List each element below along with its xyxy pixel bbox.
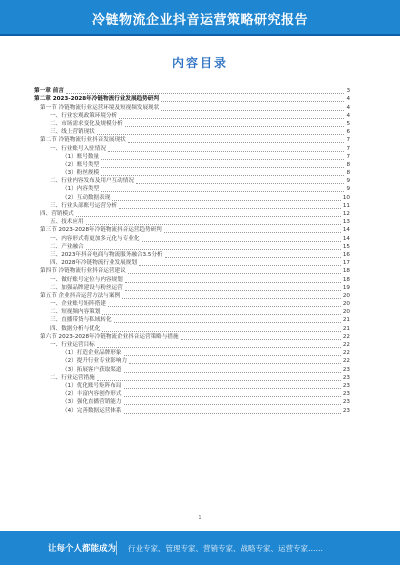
- toc-entry-title: 一、行业账号入驻情况: [50, 145, 106, 152]
- toc-entry[interactable]: [34, 144, 350, 152]
- toc-entry[interactable]: [34, 267, 350, 275]
- toc-entry[interactable]: [34, 169, 350, 177]
- toc-entry-page: 20: [342, 301, 350, 308]
- toc-entry-title: （1）账号数量: [62, 153, 100, 160]
- toc-entry[interactable]: [34, 185, 350, 193]
- toc-entry-page: 12: [342, 211, 350, 217]
- toc-leader-dots: [119, 208, 341, 209]
- toc-leader-dots: [97, 134, 345, 135]
- toc-entry-title: 第四节 冷链物流行业抖音运营建议: [40, 268, 126, 275]
- toc-leader-dots: [122, 298, 341, 299]
- toc-leader-dots: [101, 167, 344, 168]
- toc-entry-title: 五、技术应用: [50, 219, 84, 226]
- toc-leader-dots: [101, 175, 344, 176]
- toc-entry[interactable]: [34, 103, 350, 111]
- toc-entry-title: 第三节 2023-2028年冷链物流抖音运营趋势研判: [40, 227, 162, 234]
- toc-entry[interactable]: [34, 218, 350, 226]
- toc-entry-page: 8: [346, 161, 350, 168]
- toc-entry[interactable]: [34, 226, 350, 234]
- toc-entry-page: 7: [346, 137, 350, 144]
- toc-entry-title: 二、短视频内容策划: [50, 309, 101, 316]
- toc-leader-dots: [136, 183, 345, 184]
- toc-leader-dots: [129, 363, 341, 364]
- toc-leader-dots: [124, 355, 341, 356]
- toc-entry-title: 一、企业账号矩阵搭建: [50, 301, 106, 308]
- footer-divider: [116, 541, 117, 555]
- toc-leader-dots: [76, 216, 341, 217]
- toc-entry-title: （3）粉丝规模: [62, 170, 100, 177]
- toc-entry-title: （1）打造企业品牌形象: [62, 350, 122, 357]
- toc-leader-dots: [139, 265, 341, 266]
- toc-entry[interactable]: [34, 333, 350, 341]
- toc-entry-page: 14: [342, 227, 350, 234]
- toc-entry[interactable]: [34, 275, 350, 283]
- toc-entry-title: 二、加强品牌建设与粉丝运营: [50, 284, 123, 291]
- toc-leader-dots: [124, 388, 341, 389]
- toc-entry-title: 一、行业宏观政策环境分析: [50, 112, 118, 119]
- toc-entry-page: 7: [346, 145, 350, 152]
- toc-entry[interactable]: [34, 324, 350, 332]
- toc-entry[interactable]: [34, 308, 350, 316]
- toc-leader-dots: [124, 404, 341, 405]
- toc-entry-page: 23: [342, 391, 350, 398]
- toc-entry-page: 6: [346, 129, 350, 136]
- toc-leader-dots: [114, 322, 341, 323]
- toc-leader-dots: [119, 118, 344, 119]
- toc-entry-page: 21: [342, 325, 350, 332]
- toc-entry-title: （2）互动数据表现: [62, 194, 111, 201]
- toc-entry[interactable]: [34, 284, 350, 292]
- toc-entry[interactable]: [34, 406, 350, 414]
- toc-leader-dots: [124, 413, 341, 414]
- toc-entry-page: 17: [342, 260, 350, 267]
- toc-leader-dots: [142, 241, 341, 242]
- toc-entry-page: 22: [342, 342, 350, 348]
- toc-entry[interactable]: [34, 292, 350, 300]
- toc-entry[interactable]: [34, 161, 350, 169]
- toc-entry[interactable]: [34, 349, 350, 357]
- toc-entry-title: 第六节 2023-2028年冷链物流企业抖音运营策略与措施: [40, 333, 179, 340]
- toc-entry-page: 20: [342, 309, 350, 316]
- toc-entry[interactable]: [34, 193, 350, 201]
- footer-tagline: 行业专家、管理专家、营销专家、战略专家、运营专家……: [128, 544, 323, 553]
- toc-entry-page: 23: [342, 382, 350, 389]
- toc-entry-title: 第五节 企业抖音运营方法与案例: [40, 292, 121, 299]
- toc-entry-title: 二、行业内容发布及用户互动情况: [50, 178, 134, 185]
- toc-entry-page: 8: [346, 170, 350, 177]
- page-number: 1: [198, 515, 202, 521]
- toc-leader-dots: [165, 257, 341, 258]
- toc-leader-dots: [128, 273, 341, 274]
- toc-leader-dots: [161, 101, 345, 102]
- toc-leader-dots: [125, 126, 345, 127]
- toc-leader-dots: [97, 380, 341, 381]
- toc-entry[interactable]: [34, 112, 350, 120]
- toc-entry[interactable]: [34, 374, 350, 382]
- toc-entry-page: 23: [342, 399, 350, 406]
- toc-entry[interactable]: [34, 95, 350, 103]
- toc-entry-title: （3）强化直播营销能力: [62, 399, 122, 406]
- toc-entry-title: 四、营销模式: [40, 211, 74, 217]
- footer-slogan: 让每个人都能成为: [48, 544, 117, 554]
- toc-entry-title: （2）丰富内容创作形式: [62, 391, 122, 398]
- toc-entry-page: 18: [342, 268, 350, 275]
- toc-entry-title: （4）完善数据运营体系: [62, 407, 122, 414]
- toc-entry-page: 23: [342, 374, 350, 381]
- toc-heading: 内容目录: [171, 56, 228, 70]
- toc-leader-dots: [86, 249, 341, 250]
- toc-entry-page: 23: [342, 366, 350, 373]
- toc-leader-dots: [125, 290, 341, 291]
- toc-entry-title: （3）拓展客户获取渠道: [62, 366, 122, 373]
- toc-entry-title: 第二节 冷链物流行业抖音发展现状: [40, 137, 126, 144]
- toc-entry[interactable]: [34, 365, 350, 373]
- toc-leader-dots: [66, 93, 345, 94]
- toc-leader-dots: [124, 396, 341, 397]
- toc-leader-dots: [164, 232, 341, 233]
- table-of-contents: [34, 87, 350, 415]
- toc-entry-title: 一、内容形式将更加多元化与专业化: [50, 235, 140, 242]
- toc-entry-title: 三、直播带货与私域转化: [50, 317, 112, 324]
- toc-leader-dots: [112, 200, 341, 201]
- toc-entry-title: 三、行业头部账号运营分析: [50, 202, 118, 209]
- toc-leader-dots: [97, 347, 341, 348]
- toc-entry-page: 19: [342, 284, 350, 291]
- toc-entry-page: 20: [342, 292, 350, 299]
- toc-entry-title: 第二章 2023-2028年冷链物流行业发展趋势研判: [34, 96, 159, 103]
- toc-entry-page: 21: [342, 317, 350, 324]
- toc-entry[interactable]: [34, 382, 350, 390]
- toc-entry[interactable]: [34, 234, 350, 242]
- toc-entry-page: 14: [342, 235, 350, 242]
- toc-entry-title: 一、行业运营目标: [50, 342, 95, 348]
- toc-entry[interactable]: [34, 87, 350, 95]
- toc-entry-page: 3: [346, 88, 350, 95]
- toc-entry[interactable]: [34, 357, 350, 365]
- toc-entry[interactable]: [34, 341, 350, 349]
- toc-entry-page: 22: [342, 350, 350, 357]
- toc-entry[interactable]: [34, 136, 350, 144]
- toc-leader-dots: [108, 151, 344, 152]
- toc-entry-page: 22: [342, 358, 350, 365]
- toc-entry[interactable]: [34, 210, 350, 218]
- toc-entry[interactable]: [34, 390, 350, 398]
- toc-leader-dots: [125, 282, 341, 283]
- toc-leader-dots: [124, 372, 341, 373]
- toc-entry-page: 4: [346, 96, 350, 103]
- toc-leader-dots: [101, 191, 344, 192]
- document-title: 冷链物流企业抖音运营策略研究报告: [91, 13, 308, 28]
- footer-banner: [0, 531, 400, 565]
- toc-entry-page: 10: [342, 194, 350, 201]
- toc-entry-title: （1）内容类型: [62, 186, 100, 193]
- toc-leader-dots: [108, 306, 341, 307]
- toc-entry-title: 第一节 冷链物流行业运营环境及短视频发展现状: [40, 104, 160, 111]
- toc-leader-dots: [86, 224, 341, 225]
- toc-entry[interactable]: [34, 177, 350, 185]
- toc-entry-page: 13: [342, 219, 350, 226]
- toc-entry-page: 5: [346, 120, 350, 127]
- toc-leader-dots: [161, 110, 344, 111]
- toc-entry-page: 16: [342, 251, 350, 258]
- toc-entry-page: 18: [342, 276, 350, 283]
- toc-entry[interactable]: [34, 243, 350, 251]
- toc-entry-title: （2）账号类型: [62, 161, 100, 168]
- toc-entry[interactable]: [34, 300, 350, 308]
- toc-entry-title: 第一章 前言: [34, 88, 64, 95]
- toc-leader-dots: [102, 331, 341, 332]
- toc-entry-title: 一、做好账号定位与内容规划: [50, 276, 123, 283]
- toc-entry[interactable]: [34, 120, 350, 128]
- toc-entry-title: 四、2028年冷链物流行业发展规划: [50, 260, 137, 267]
- toc-entry-page: 7: [346, 153, 350, 160]
- toc-entry[interactable]: [34, 202, 350, 210]
- toc-entry[interactable]: [34, 251, 350, 259]
- toc-entry-title: 三、2023年抖音电商与物流服务融合3.5分析: [50, 251, 163, 258]
- toc-entry-page: 9: [346, 178, 350, 185]
- toc-entry-page: 23: [342, 407, 350, 414]
- toc-entry-title: 三、线上营销现状: [50, 129, 95, 136]
- toc-entry-page: 4: [346, 104, 350, 111]
- toc-entry-title: 二、行业运营措施: [50, 374, 95, 381]
- toc-entry-page: 9: [346, 186, 350, 193]
- toc-entry-title: 四、数据分析与优化: [50, 325, 101, 332]
- report-header: [0, 0, 400, 36]
- toc-entry-page: 4: [346, 112, 350, 119]
- toc-leader-dots: [181, 339, 341, 340]
- toc-entry[interactable]: [34, 259, 350, 267]
- toc-entry-page: 11: [342, 202, 350, 209]
- toc-entry-title: （2）提升行业专业影响力: [62, 358, 128, 365]
- toc-entry-page: 15: [342, 243, 350, 250]
- toc-entry-title: 二、产业融合: [50, 243, 84, 250]
- toc-entry[interactable]: [34, 128, 350, 136]
- toc-entry[interactable]: [34, 316, 350, 324]
- toc-entry[interactable]: [34, 398, 350, 406]
- toc-entry[interactable]: [34, 153, 350, 161]
- toc-entry-title: （1）优化账号矩阵布局: [62, 382, 122, 389]
- toc-entry-page: 22: [342, 333, 350, 340]
- toc-leader-dots: [102, 314, 341, 315]
- toc-entry-title: 二、市场需求变化及规模分析: [50, 120, 123, 127]
- toc-leader-dots: [101, 159, 344, 160]
- toc-leader-dots: [128, 142, 345, 143]
